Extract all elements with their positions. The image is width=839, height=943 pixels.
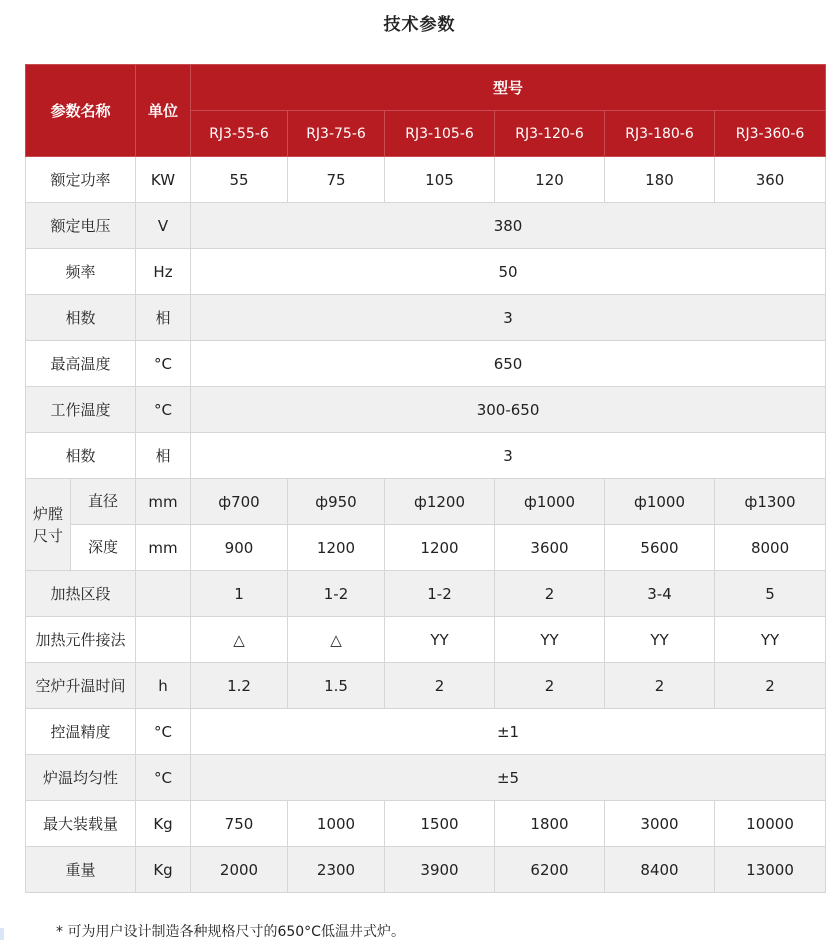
row-unit: mm bbox=[136, 525, 191, 571]
value-cell: 1-2 bbox=[288, 571, 385, 617]
table-row-max-temp bbox=[26, 341, 826, 387]
value-cell: 120 bbox=[495, 157, 605, 203]
row-label: 加热元件接法 bbox=[26, 617, 136, 663]
row-label: 空炉升温时间 bbox=[26, 663, 136, 709]
model-cell: RJ3-120-6 bbox=[495, 111, 605, 157]
value-cell: 13000 bbox=[715, 847, 826, 893]
value-cell: 380 bbox=[191, 203, 826, 249]
row-label: 额定功率 bbox=[26, 157, 136, 203]
value-cell: 3 bbox=[191, 433, 826, 479]
row-unit bbox=[136, 571, 191, 617]
table-row-heatup-time bbox=[26, 663, 826, 709]
value-cell: 5 bbox=[715, 571, 826, 617]
header-param-name: 参数名称 bbox=[26, 65, 136, 157]
value-cell: 750 bbox=[191, 801, 288, 847]
row-unit: Kg bbox=[136, 847, 191, 893]
row-label: 控温精度 bbox=[26, 709, 136, 755]
chamber-group-label: 炉膛 尺寸 bbox=[26, 479, 71, 570]
value-cell: 8000 bbox=[715, 525, 826, 571]
value-cell: 1200 bbox=[288, 525, 385, 571]
row-label: 重量 bbox=[26, 847, 136, 893]
value-cell: 1 bbox=[191, 571, 288, 617]
row-unit: °C bbox=[136, 341, 191, 387]
row-label: 额定电压 bbox=[26, 203, 136, 249]
page-title: 技术参数 bbox=[383, 15, 456, 35]
header-model: 型号 bbox=[191, 65, 826, 111]
value-cell: YY bbox=[715, 617, 826, 663]
value-cell: 180 bbox=[605, 157, 715, 203]
row-label: 频率 bbox=[26, 249, 136, 295]
value-cell: YY bbox=[605, 617, 715, 663]
value-cell: 3000 bbox=[605, 801, 715, 847]
row-unit: °C bbox=[136, 709, 191, 755]
row-unit: mm bbox=[136, 479, 191, 525]
value-cell: 5600 bbox=[605, 525, 715, 571]
model-cell: RJ3-105-6 bbox=[385, 111, 495, 157]
value-cell: 50 bbox=[191, 249, 826, 295]
value-cell: ф700 bbox=[191, 479, 288, 525]
value-cell: 2 bbox=[715, 663, 826, 709]
row-label: 工作温度 bbox=[26, 387, 136, 433]
row-unit: 相 bbox=[136, 295, 191, 341]
value-cell: 8400 bbox=[605, 847, 715, 893]
row-label: 炉温均匀性 bbox=[26, 755, 136, 801]
value-cell: 3600 bbox=[495, 525, 605, 571]
row-label: 相数 bbox=[26, 433, 136, 479]
chamber-depth-label: 深度 bbox=[71, 525, 135, 570]
table-row-frequency bbox=[26, 249, 826, 295]
row-unit: °C bbox=[136, 387, 191, 433]
footnote: * 可为用户设计制造各种规格尺寸的650°C低温井式炉。 bbox=[56, 924, 405, 940]
value-cell: 105 bbox=[385, 157, 495, 203]
edge-decoration bbox=[0, 928, 4, 940]
table-row-power bbox=[26, 157, 826, 203]
model-cell: RJ3-180-6 bbox=[605, 111, 715, 157]
value-cell: ±5 bbox=[191, 755, 826, 801]
value-cell: 1800 bbox=[495, 801, 605, 847]
value-cell: 3900 bbox=[385, 847, 495, 893]
value-cell: 75 bbox=[288, 157, 385, 203]
value-cell: 650 bbox=[191, 341, 826, 387]
value-cell: △ bbox=[191, 617, 288, 663]
table-row-wiring bbox=[26, 617, 826, 663]
row-label-chamber bbox=[26, 479, 136, 571]
table-row-chamber-depth bbox=[26, 525, 826, 571]
value-cell: 1200 bbox=[385, 525, 495, 571]
value-cell: ф1000 bbox=[605, 479, 715, 525]
table-row-phase-2 bbox=[26, 433, 826, 479]
row-label: 最大装载量 bbox=[26, 801, 136, 847]
value-cell: 1500 bbox=[385, 801, 495, 847]
model-cell: RJ3-55-6 bbox=[191, 111, 288, 157]
value-cell: 2 bbox=[385, 663, 495, 709]
value-cell: 1.5 bbox=[288, 663, 385, 709]
value-cell: YY bbox=[495, 617, 605, 663]
table-row-phase bbox=[26, 295, 826, 341]
table-row-voltage bbox=[26, 203, 826, 249]
table-row-accuracy bbox=[26, 709, 826, 755]
row-unit bbox=[136, 617, 191, 663]
table-row-max-load bbox=[26, 801, 826, 847]
table-row-zones bbox=[26, 571, 826, 617]
value-cell: ф1300 bbox=[715, 479, 826, 525]
value-cell: 1.2 bbox=[191, 663, 288, 709]
value-cell: YY bbox=[385, 617, 495, 663]
row-unit: 相 bbox=[136, 433, 191, 479]
table-row-weight bbox=[26, 847, 826, 893]
row-unit: °C bbox=[136, 755, 191, 801]
value-cell: ф1200 bbox=[385, 479, 495, 525]
value-cell: ф1000 bbox=[495, 479, 605, 525]
value-cell: 1-2 bbox=[385, 571, 495, 617]
value-cell: △ bbox=[288, 617, 385, 663]
value-cell: 1000 bbox=[288, 801, 385, 847]
value-cell: 2300 bbox=[288, 847, 385, 893]
table-row-work-temp bbox=[26, 387, 826, 433]
value-cell: 2 bbox=[495, 571, 605, 617]
value-cell: 3-4 bbox=[605, 571, 715, 617]
row-unit: V bbox=[136, 203, 191, 249]
value-cell: 2 bbox=[495, 663, 605, 709]
chamber-dia-label: 直径 bbox=[71, 479, 135, 525]
table-row-chamber-diameter bbox=[26, 479, 826, 525]
row-unit: KW bbox=[136, 157, 191, 203]
row-unit: h bbox=[136, 663, 191, 709]
value-cell: 2 bbox=[605, 663, 715, 709]
value-cell: 3 bbox=[191, 295, 826, 341]
value-cell: 10000 bbox=[715, 801, 826, 847]
value-cell: 900 bbox=[191, 525, 288, 571]
value-cell: 55 bbox=[191, 157, 288, 203]
row-unit: Kg bbox=[136, 801, 191, 847]
value-cell: 6200 bbox=[495, 847, 605, 893]
model-cell: RJ3-360-6 bbox=[715, 111, 826, 157]
row-label: 相数 bbox=[26, 295, 136, 341]
row-label: 加热区段 bbox=[26, 571, 136, 617]
row-unit: Hz bbox=[136, 249, 191, 295]
value-cell: 360 bbox=[715, 157, 826, 203]
header-unit: 单位 bbox=[136, 65, 191, 157]
value-cell: 300-650 bbox=[191, 387, 826, 433]
row-label: 最高温度 bbox=[26, 341, 136, 387]
value-cell: ±1 bbox=[191, 709, 826, 755]
spec-table bbox=[25, 64, 826, 893]
model-cell: RJ3-75-6 bbox=[288, 111, 385, 157]
header-row-1 bbox=[26, 65, 826, 111]
value-cell: ф950 bbox=[288, 479, 385, 525]
value-cell: 2000 bbox=[191, 847, 288, 893]
table-row-uniformity bbox=[26, 755, 826, 801]
